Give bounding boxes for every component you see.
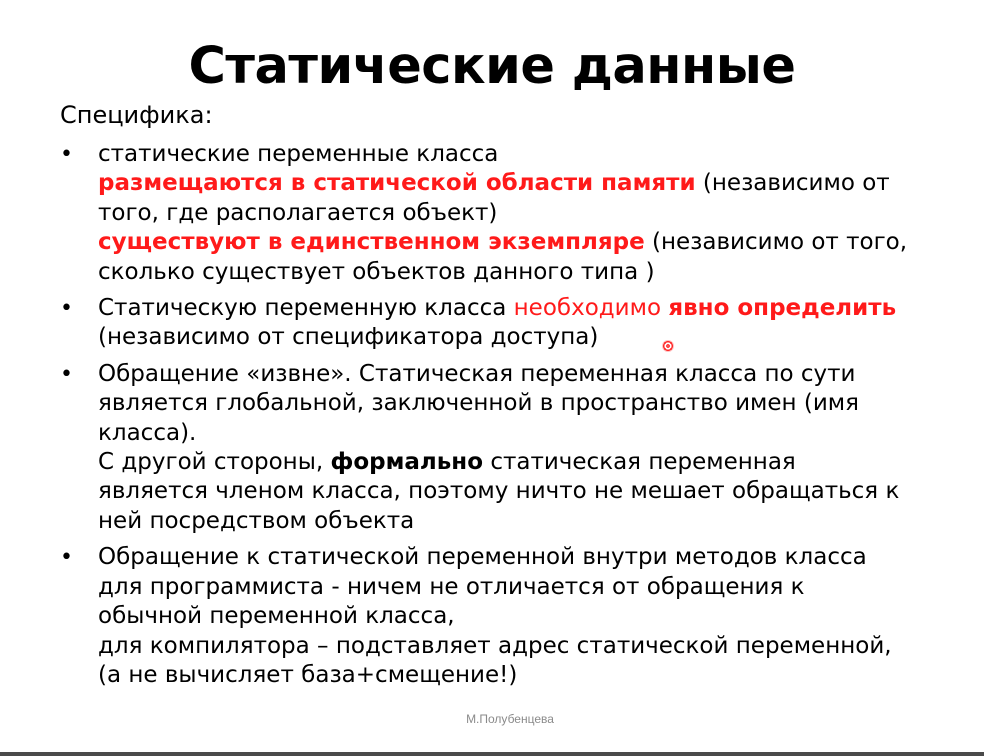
bullet3-line2: является глобальной, заключенной в пространство имен (имя [98, 390, 859, 417]
bullet3-line4-rest: статическая переменная [483, 449, 796, 476]
bullet3-line6: ней посредством объекта [98, 507, 415, 534]
bullet2-line1 [98, 294, 970, 323]
bullet-static-memory [60, 140, 970, 287]
bullet4-line1: • Обращение к статической переменной внутри методов класса [98, 544, 867, 571]
bullet3-line4 [98, 448, 970, 477]
bullet-list [60, 140, 970, 697]
bullet1-line4-rest: (независимо от того, [644, 229, 908, 256]
bullet1-line2-rest: (независимо от [695, 170, 890, 197]
bullet2-highlight-necessary: необходимо [513, 295, 662, 322]
laser-pointer-icon [662, 340, 674, 352]
bullet1-line1: • статические переменные класса [98, 141, 499, 167]
bullet1-line2 [98, 169, 970, 198]
bullet1-line4 [98, 228, 970, 257]
bullet1-highlight-memory: размещаются в статической области памяти [98, 170, 696, 197]
bullet4-line3: обычной переменной класса, [98, 603, 455, 630]
bullet3-line3: класса). [98, 419, 197, 446]
bullet4-line5: (а не вычисляет база+смещение!) [98, 661, 518, 688]
bullet2-line2: (независимо от спецификатора доступа) [98, 324, 599, 351]
bullet3-highlight-formally: формально [330, 449, 484, 476]
bullet4-line2: для программиста - ничем не отличается от обращения к [98, 573, 805, 600]
bullet-external-access [60, 360, 970, 536]
bullet1-line3: того, где располагается объект) [98, 199, 498, 226]
bullet3-line4-a: С другой стороны, [98, 449, 331, 476]
bullet2-line1-a: Статическую переменную класса [98, 295, 514, 322]
bullet-internal-access [60, 543, 970, 690]
bullet1-line5: сколько существует объектов данного типа ) [98, 258, 655, 285]
slide-title: Статические данные [188, 37, 796, 96]
bullet4-line4: для компилятора – подставляет адрес статической переменной, [98, 632, 892, 659]
bullet1-highlight-single: существуют в единственном экземпляре [98, 229, 645, 256]
bullet-define-explicitly [60, 294, 970, 353]
slide-footer-author: М.Полубенцева [466, 712, 554, 726]
slide-subtitle: Специфика: [60, 101, 213, 129]
bullet2-highlight-define: явно определить [668, 295, 897, 322]
bullet3-line1: • Обращение «извне». Статическая переменная класса по сути [98, 360, 856, 387]
bullet3-line5: является членом класса, поэтому ничто не мешает обращаться к [98, 478, 900, 505]
bottom-bar [0, 752, 984, 756]
